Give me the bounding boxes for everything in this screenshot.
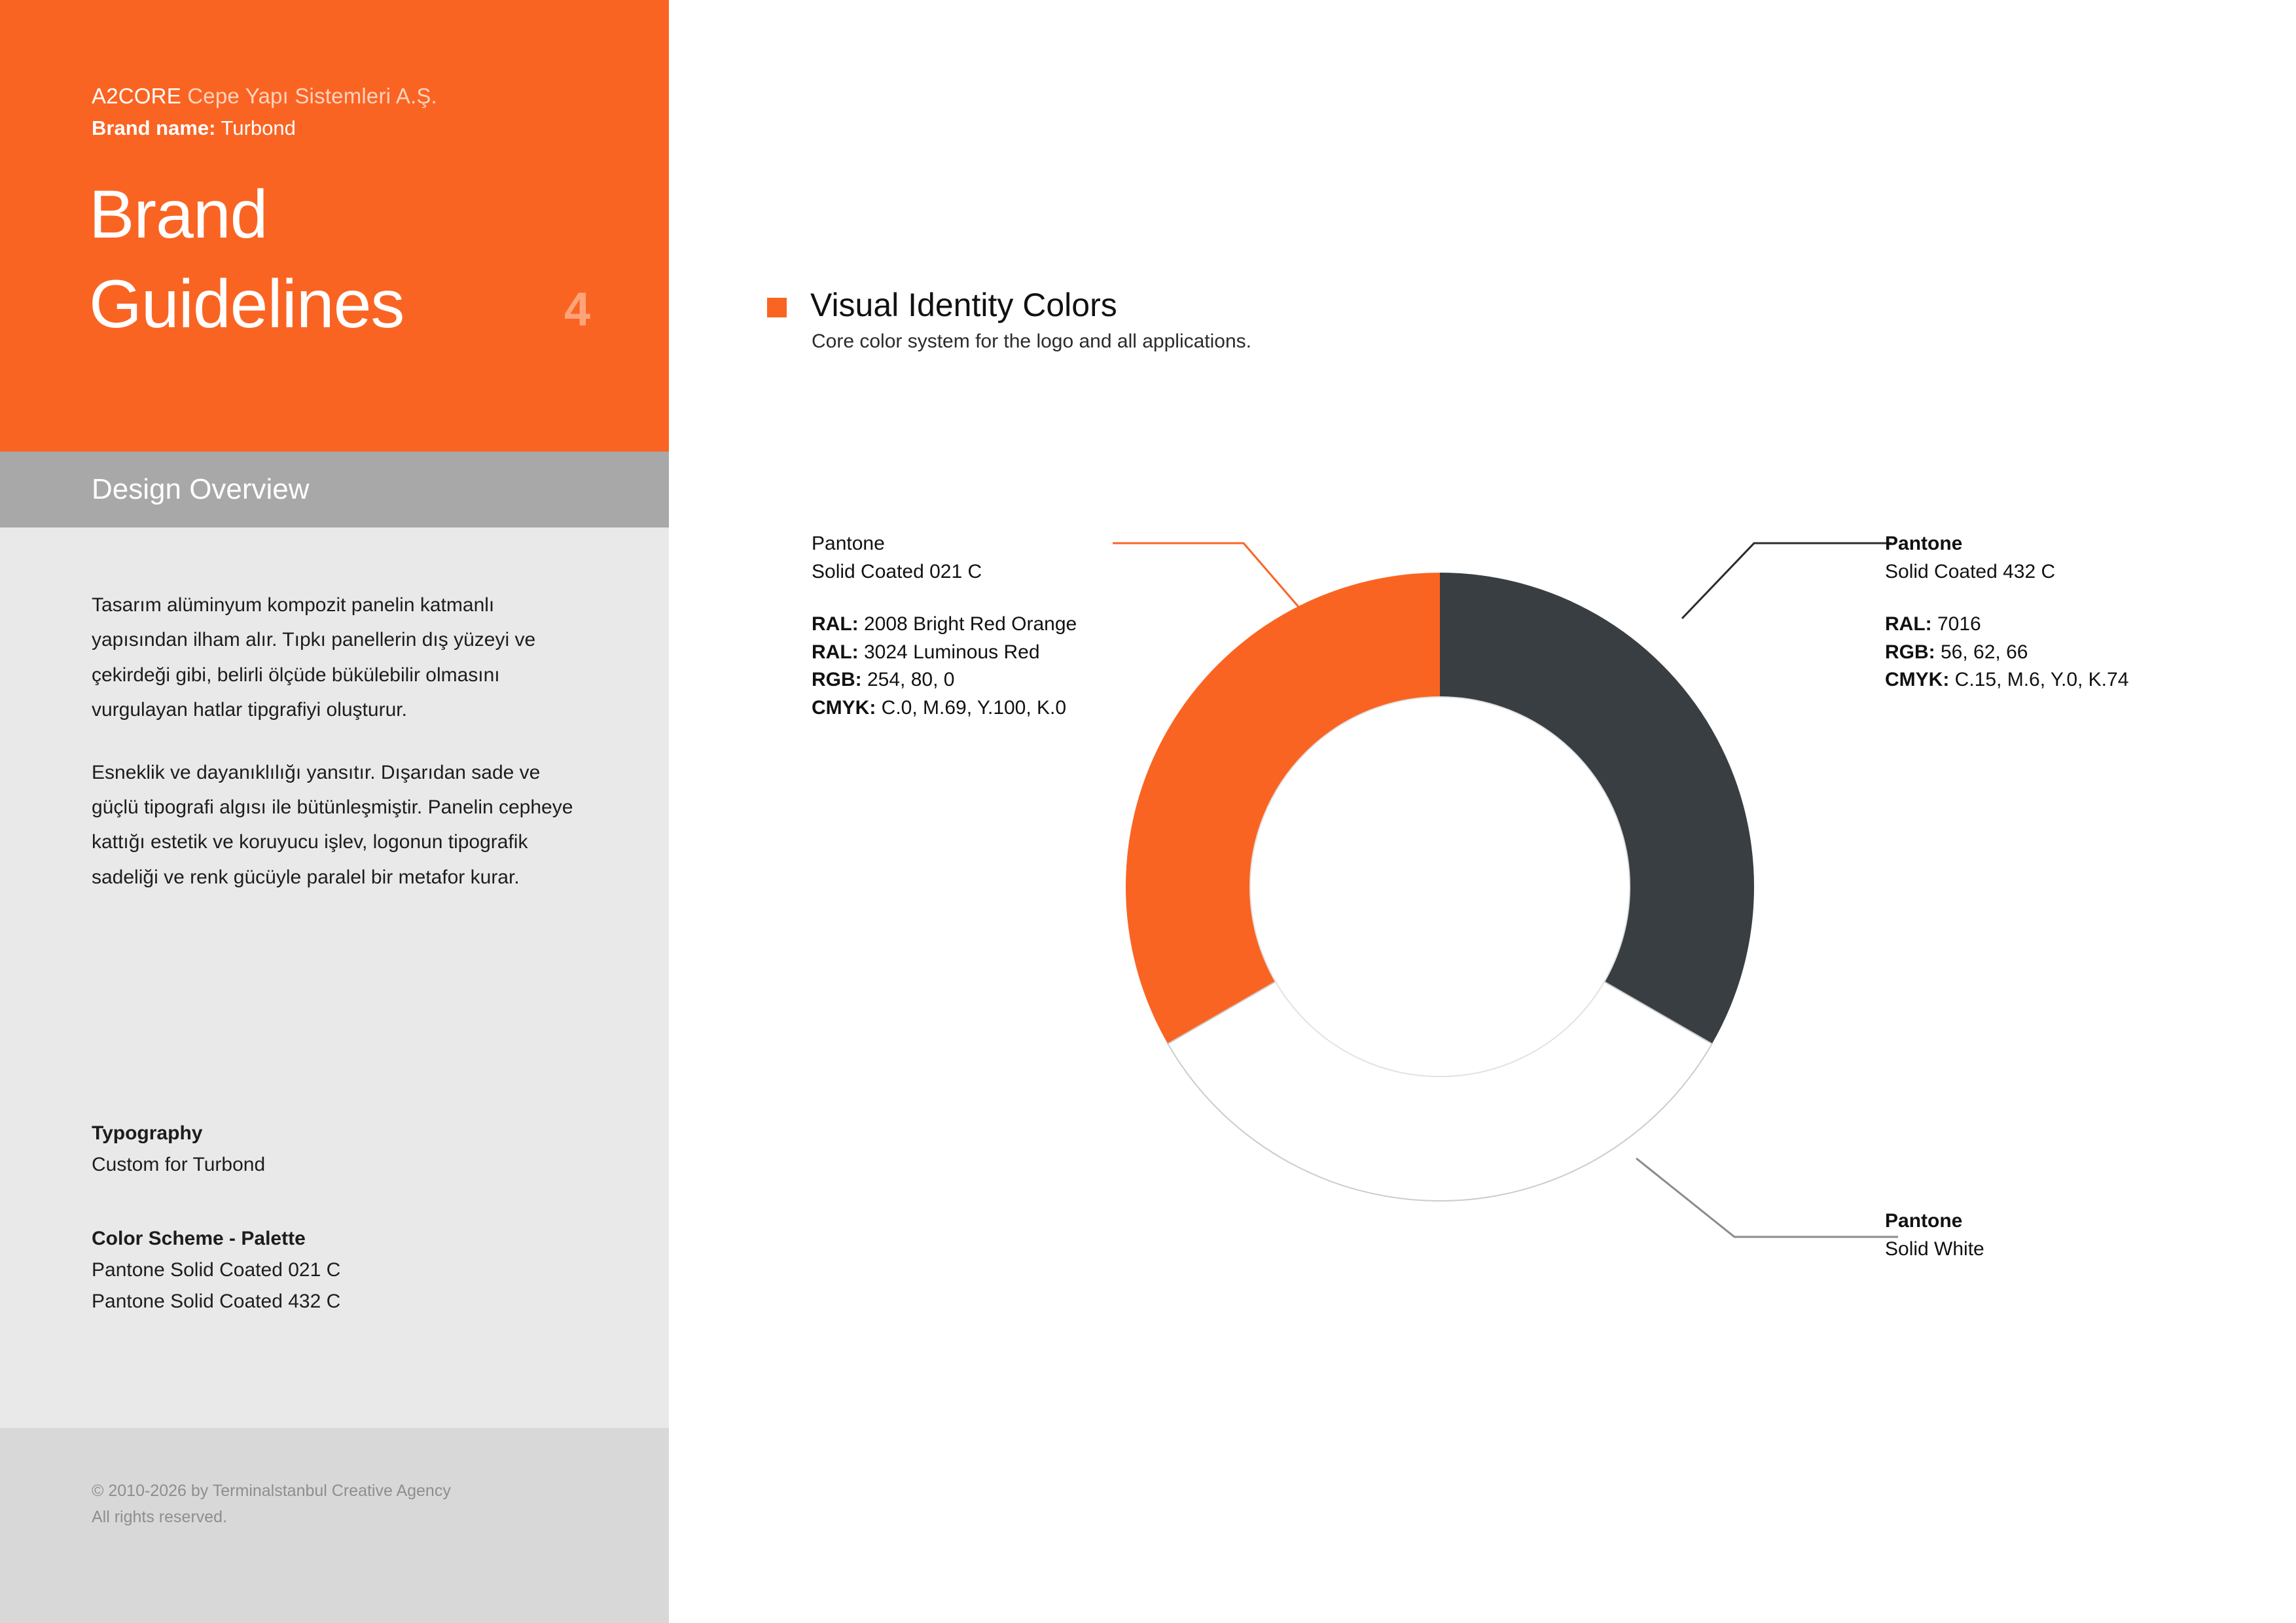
typography-value: Custom for Turbond (92, 1154, 266, 1175)
brand-name-label: Brand name: (92, 116, 216, 139)
leader-line-white (1636, 1158, 1898, 1243)
donut-hole (1250, 697, 1630, 1077)
callout-dark-ral (1885, 611, 2278, 639)
callout-white-subtitle: Solid White (1885, 1238, 1984, 1260)
callout-white (1885, 1207, 2251, 1263)
callout-orange-subtitle: Solid Coated 021 C (812, 560, 982, 582)
overview-paragraph-1: Tasarım alüminyum kompozit panelin katmanlı yapısından ilham alır. Tıpkı panellerin dış yüzeyi ve çekirdeği gibi, belirli ölçüde bükülebilir olmasını vurgulayan hatlar tipgrafiyi oluşturur. (92, 594, 536, 721)
footer-copyright: © 2010-2026 by Terminalstanbul Creative Agency (92, 1482, 451, 1500)
design-overview-bar (0, 452, 669, 527)
footer-rights: All rights reserved. (92, 1508, 228, 1526)
callout-dark (1885, 530, 2278, 694)
callout-orange-ral-2 (812, 639, 1217, 667)
callout-orange-rgb (812, 666, 1217, 694)
company-name-highlight: A2CORE (92, 84, 181, 108)
design-overview-label: Design Overview (92, 473, 310, 505)
color-scheme-item-1: Pantone Solid Coated 021 C (92, 1259, 341, 1281)
callout-orange-cmyk (812, 694, 1217, 722)
callout-orange-rgb-value: 254, 80, 0 (861, 669, 955, 691)
callout-dark-ral-value: 7016 (1931, 613, 1981, 635)
brand-name-value: Turbond (215, 116, 296, 139)
callout-dark-subtitle: Solid Coated 432 C (1885, 560, 2056, 582)
typography-heading: Typography (92, 1122, 203, 1144)
company-name (92, 84, 437, 109)
callout-orange (812, 530, 1217, 722)
callout-dark-rgb-value: 56, 62, 66 (1935, 641, 2028, 663)
callout-orange-ral-2-value: 3024 Luminous Red (858, 641, 1040, 663)
page-number: 4 (564, 283, 591, 336)
callout-orange-rgb-label: RGB: (812, 669, 862, 691)
callout-orange-ral-1-value: 2008 Bright Red Orange (858, 613, 1077, 635)
callout-orange-ral-1-label: RAL: (812, 613, 859, 635)
page-title-line1: Brand (89, 177, 268, 253)
callout-dark-ral-label: RAL: (1885, 613, 1932, 635)
callout-white-title: Pantone (1885, 1210, 1963, 1232)
callout-orange-title: Pantone (812, 533, 885, 554)
callout-dark-cmyk-value: C.15, M.6, Y.0, K.74 (1949, 669, 2129, 691)
brand-name-line (92, 116, 296, 140)
callout-dark-specs (1885, 611, 2278, 694)
overview-paragraph-2: Esneklik ve dayanıklılığı yansıtır. Dışarıdan sade ve güçlü tipografi algısı ile bütünleşmiştir. Panelin cepheye kattığı estetik ve koruyucu işlev, logonun tipografik sadeliği ve renk gücüyle paralel bir metafor kurar. (92, 761, 573, 888)
color-scheme-heading: Color Scheme - Palette (92, 1228, 306, 1249)
callout-dark-title: Pantone (1885, 533, 1963, 554)
page-title (89, 170, 404, 350)
callout-dark-cmyk-label: CMYK: (1885, 669, 1950, 691)
callout-dark-rgb (1885, 639, 2278, 667)
page-title-line2: Guidelines (89, 266, 404, 343)
leader-line-dark (1676, 543, 1892, 648)
callout-orange-cmyk-value: C.0, M.69, Y.100, K.0 (876, 696, 1067, 719)
callout-dark-rgb-label: RGB: (1885, 641, 1935, 663)
callout-orange-cmyk-label: CMYK: (812, 696, 876, 719)
color-scheme-item-2: Pantone Solid Coated 432 C (92, 1291, 341, 1312)
overview-body-text (92, 588, 589, 922)
callout-orange-ral-1 (812, 611, 1217, 639)
callout-orange-ral-2-label: RAL: (812, 641, 859, 663)
callout-dark-cmyk (1885, 666, 2278, 694)
callout-orange-specs (812, 611, 1217, 722)
section-marker-icon (767, 298, 787, 317)
section-subtitle: Core color system for the logo and all applications. (812, 330, 1252, 352)
company-name-rest: Cepe Yapı Sistemleri A.Ş. (181, 84, 437, 108)
section-title: Visual Identity Colors (810, 287, 1117, 323)
